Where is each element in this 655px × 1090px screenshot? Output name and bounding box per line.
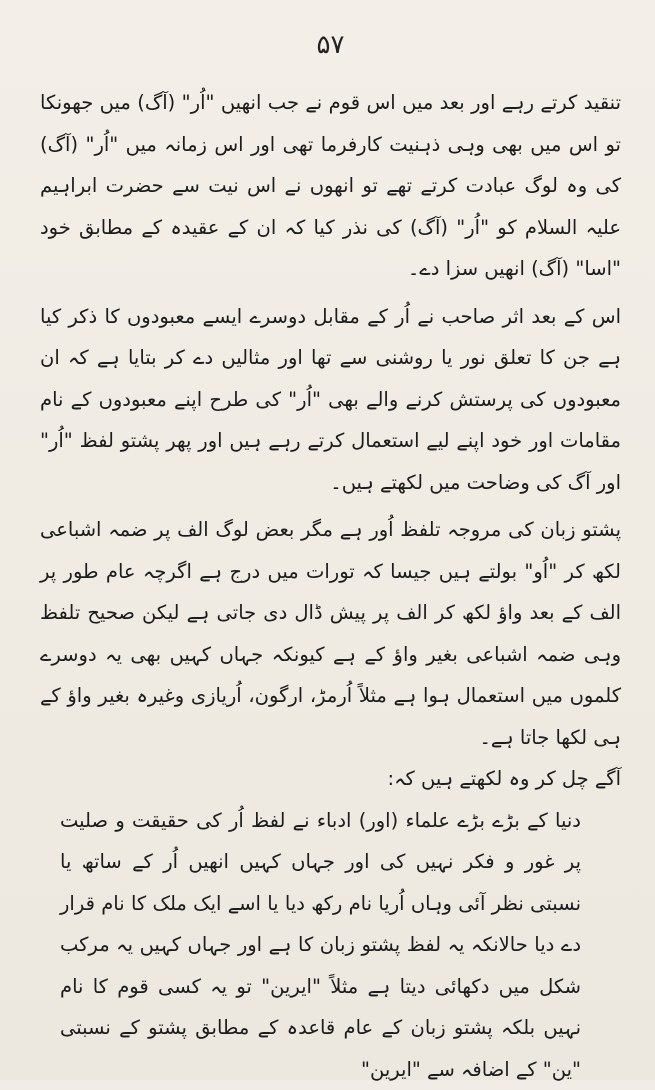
body-text (40, 82, 621, 800)
paragraph-3: پشتو زبان کی مروجہ تلفظ اُور ہے مگر بعض لوگ الف پر ضمہ اشباعی لکھ کر "اُو" بولتے ہیں جیسا کہ تورات میں درج ہے اگرچہ عام طور پر الف کے بعد واؤ لکھ کر الف پر پیش ڈال دی جاتی ہے لیکن صحیح تلفظ وہی ضمہ اشباعی بغیر واؤ کے ہے کیونکہ جہاں کہیں بھی یہ دوسرے کلموں میں استعمال ہوا ہے مثلاً اُرمڑ، ارگون، اُریازی وغیرہ بغیر واؤ کے ہی لکھا جاتا ہے۔ (40, 509, 621, 758)
paragraph-2: اس کے بعد اثر صاحب نے اُر کے مقابل دوسرے ایسے معبودوں کا ذکر کیا ہے جن کا تعلق نور یا روشنی سے تھا اور مثالیں دے کر بتایا ہے کہ ان معبودوں کی پرستش کرنے والے بھی "اُر" کی طرح اپنے معبودوں کے نام مقامات اور خود اپنے لیے استعمال کرتے رہے ہیں اور پھر پشتو لفظ "اُر" اور آگ کی وضاحت میں لکھتے ہیں۔ (40, 296, 621, 504)
paragraph-1: تنقید کرتے رہے اور بعد میں اس قوم نے جب انھیں "اُر" (آگ) میں جھونکا تو اس میں بھی وہی ذہنیت کارفرما تھی اور اس زمانہ میں "اُر" (آگ) کی وہ لوگ عبادت کرتے تھے تو انھوں نے اس نیت سے حضرت ابراہیم علیہ السلام کو "اُر" (آگ) کی نذر کیا کہ ان کے عقیدہ کے مطابق خود "اسا" (آگ) انھیں سزا دے۔ (40, 82, 621, 290)
page-number: ۵۷ (40, 30, 621, 60)
paragraph-4: آگے چل کر وہ لکھتے ہیں کہ: (40, 758, 621, 800)
block-quote: دنیا کے بڑے بڑے علماء (اور) ادباء نے لفظ اُر کی حقیقت و صلیت پر غور و فکر نہیں کی اور جہاں کہیں انھیں اُر کے ساتھ یا نسبتی نظر آئی وہاں اُریا نام رکھ دیا یا اسے ایک ملک کا نام قرار دے دیا حالانکہ یہ لفظ پشتو زبان کا ہے اور جہاں کہیں یہ مرکب شکل میں دکھائی دیتا ہے مثلاً "ایرین" تو یہ کسی قوم کا نام نہیں بلکہ پشتو زبان کے عام قاعدہ کے مطابق پشتو کے نسبتی "ین" کے اضافہ سے "ایرین" (60, 800, 581, 1090)
